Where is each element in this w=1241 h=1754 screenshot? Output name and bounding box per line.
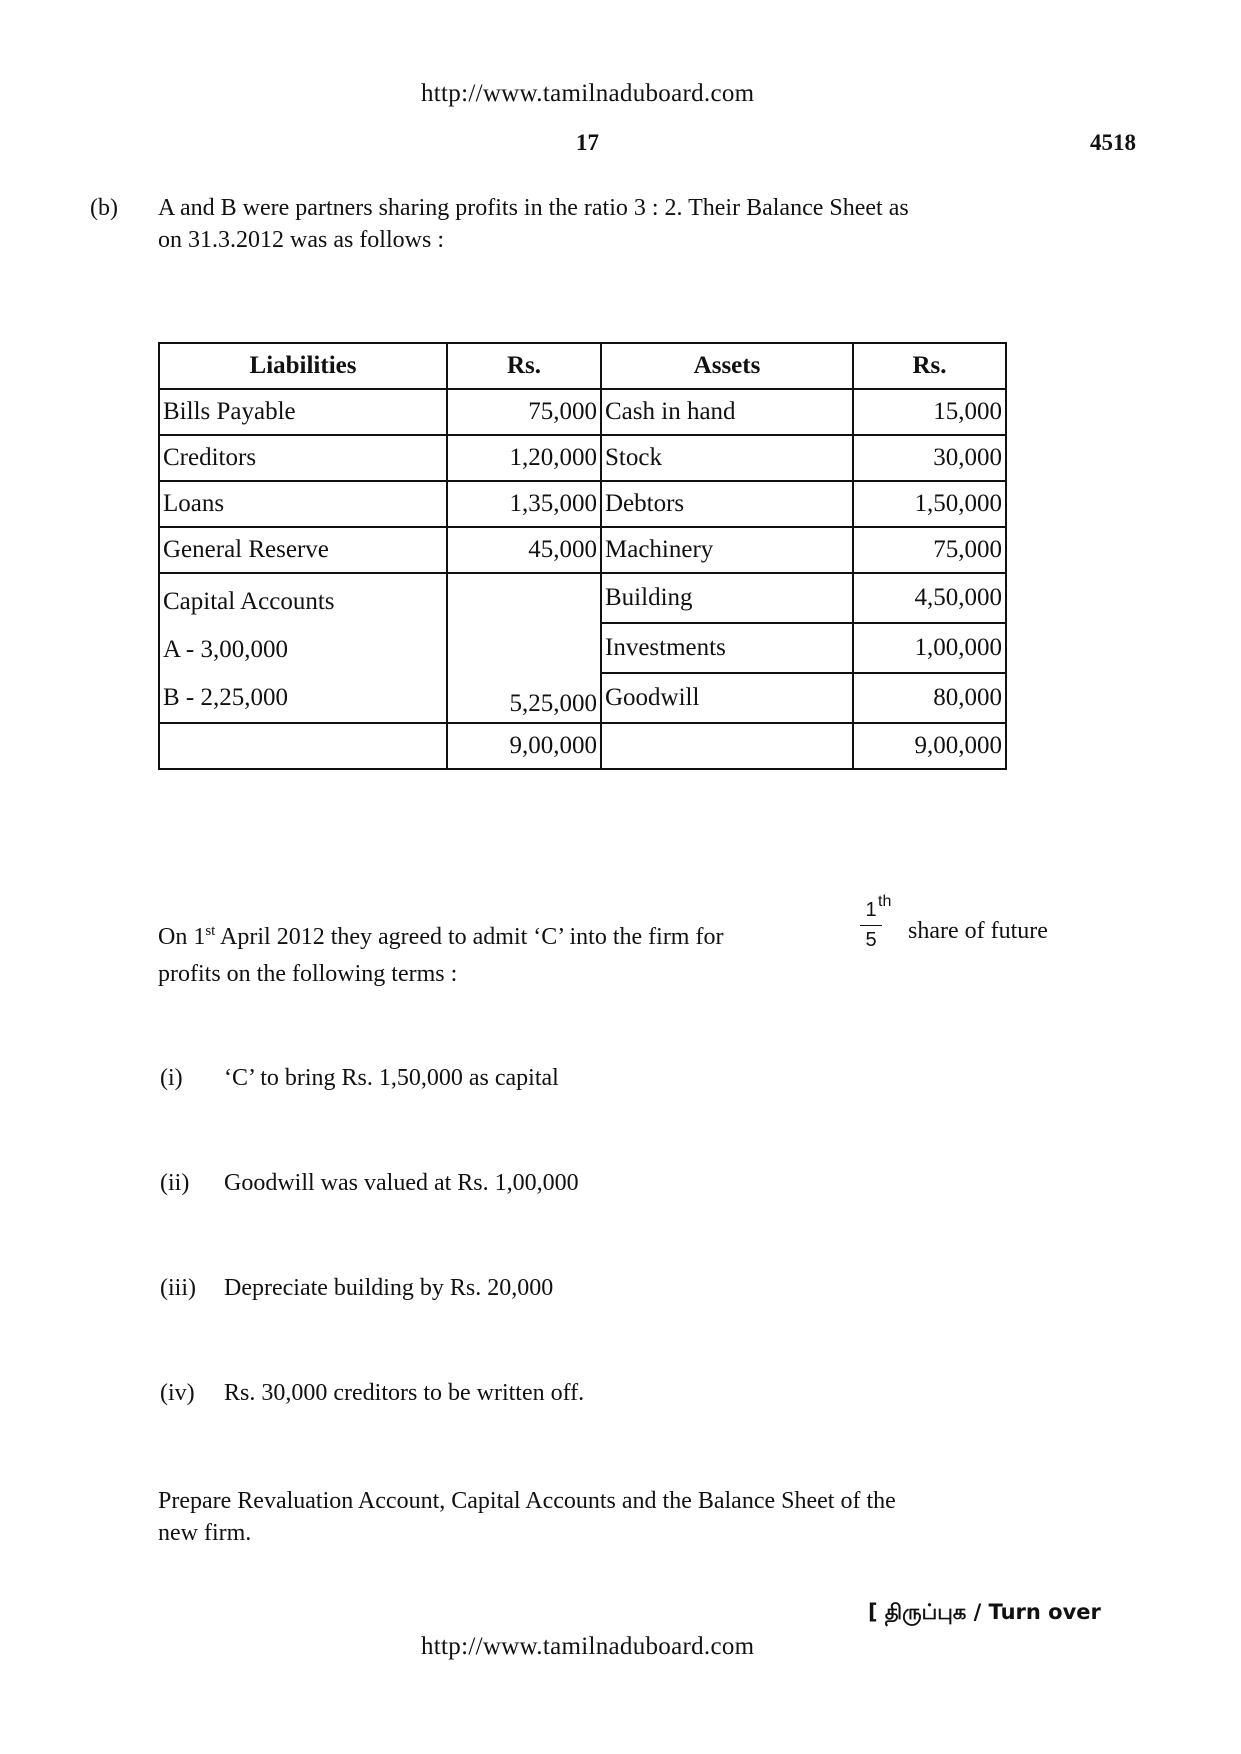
term-label: (iv) (160, 1380, 195, 1406)
turn-over: [ திருப்புக / Turn over (868, 1600, 1101, 1624)
fraction-numerator: 1 (865, 899, 877, 921)
assets-total: 9,00,000 (853, 723, 1006, 769)
admission-line2: profits on the following terms : (158, 961, 458, 987)
liability-amount: 45,000 (447, 527, 601, 573)
term-text: Rs. 30,000 creditors to be written off. (224, 1380, 585, 1406)
asset-amount: 80,000 (853, 673, 1006, 723)
asset-name: Debtors (601, 481, 853, 527)
asset-amount: 75,000 (853, 527, 1006, 573)
term-text: ‘C’ to bring Rs. 1,50,000 as capital (224, 1065, 559, 1091)
question-label: (b) (90, 195, 118, 221)
asset-name: Investments (601, 623, 853, 673)
asset-amount: 1,50,000 (853, 481, 1006, 527)
fraction-bar (860, 925, 882, 926)
asset-amount: 15,000 (853, 389, 1006, 435)
liability-amount: 1,20,000 (447, 435, 601, 481)
liability-name: Creditors (159, 435, 447, 481)
asset-amount: 4,50,000 (853, 573, 1006, 623)
asset-name: Machinery (601, 527, 853, 573)
assets-rs-header: Rs. (853, 343, 1006, 389)
fraction-sup: th (878, 893, 892, 910)
instruction-line2: new firm. (158, 1520, 252, 1546)
liability-name: Loans (159, 481, 447, 527)
term-text: Depreciate building by Rs. 20,000 (224, 1275, 554, 1301)
asset-name: Building (601, 573, 853, 623)
liabilities-total: 9,00,000 (447, 723, 601, 769)
capital-total: 5,25,000 (447, 573, 601, 723)
admission-line1-end: share of future (908, 918, 1048, 944)
empty-cell (601, 723, 853, 769)
table-row (159, 435, 1006, 481)
table-row (159, 389, 1006, 435)
capital-accounts-cell (159, 573, 447, 723)
asset-amount: 1,00,000 (853, 623, 1006, 673)
admission-text: April 2012 they agreed to admit ‘C’ into the firm for (215, 924, 724, 950)
table-row (159, 481, 1006, 527)
term-text: Goodwill was valued at Rs. 1,00,000 (224, 1170, 579, 1196)
paper-code: 4518 (1090, 130, 1136, 155)
term-label: (iii) (160, 1275, 196, 1301)
liabilities-rs-header: Rs. (447, 343, 601, 389)
admission-line1-start (158, 915, 723, 953)
liability-amount: 1,35,000 (447, 481, 601, 527)
term-label: (ii) (160, 1170, 190, 1196)
footer-url: http://www.tamilnaduboard.com (421, 1633, 755, 1660)
asset-name: Stock (601, 435, 853, 481)
header-url: http://www.tamilnaduboard.com (421, 80, 755, 107)
admission-prefix: On 1 (158, 924, 206, 950)
table-row (159, 527, 1006, 573)
asset-name: Goodwill (601, 673, 853, 723)
liability-amount: 75,000 (447, 389, 601, 435)
admission-prefix-sup: st (205, 923, 216, 939)
liabilities-header: Liabilities (159, 343, 447, 389)
table-header-row (159, 343, 1006, 389)
fraction-denominator: 5 (865, 929, 877, 951)
question-intro-line2: on 31.3.2012 was as follows : (158, 227, 444, 253)
asset-name: Cash in hand (601, 389, 853, 435)
empty-cell (159, 723, 447, 769)
capital-b: B - 2,25,000 (163, 684, 288, 711)
instruction-line1: Prepare Revaluation Account, Capital Accounts and the Balance Sheet of the (158, 1488, 896, 1514)
balance-sheet-table (158, 342, 1007, 770)
question-intro-line1: A and B were partners sharing profits in the ratio 3 : 2. Their Balance Sheet as (158, 195, 909, 221)
capital-accounts-title: Capital Accounts (163, 588, 335, 615)
liability-name: Bills Payable (159, 389, 447, 435)
page-number: 17 (576, 130, 599, 155)
term-label: (i) (160, 1065, 183, 1091)
asset-amount: 30,000 (853, 435, 1006, 481)
capital-a: A - 3,00,000 (163, 636, 288, 663)
assets-header: Assets (601, 343, 853, 389)
table-row (159, 573, 1006, 623)
totals-row (159, 723, 1006, 769)
liability-name: General Reserve (159, 527, 447, 573)
